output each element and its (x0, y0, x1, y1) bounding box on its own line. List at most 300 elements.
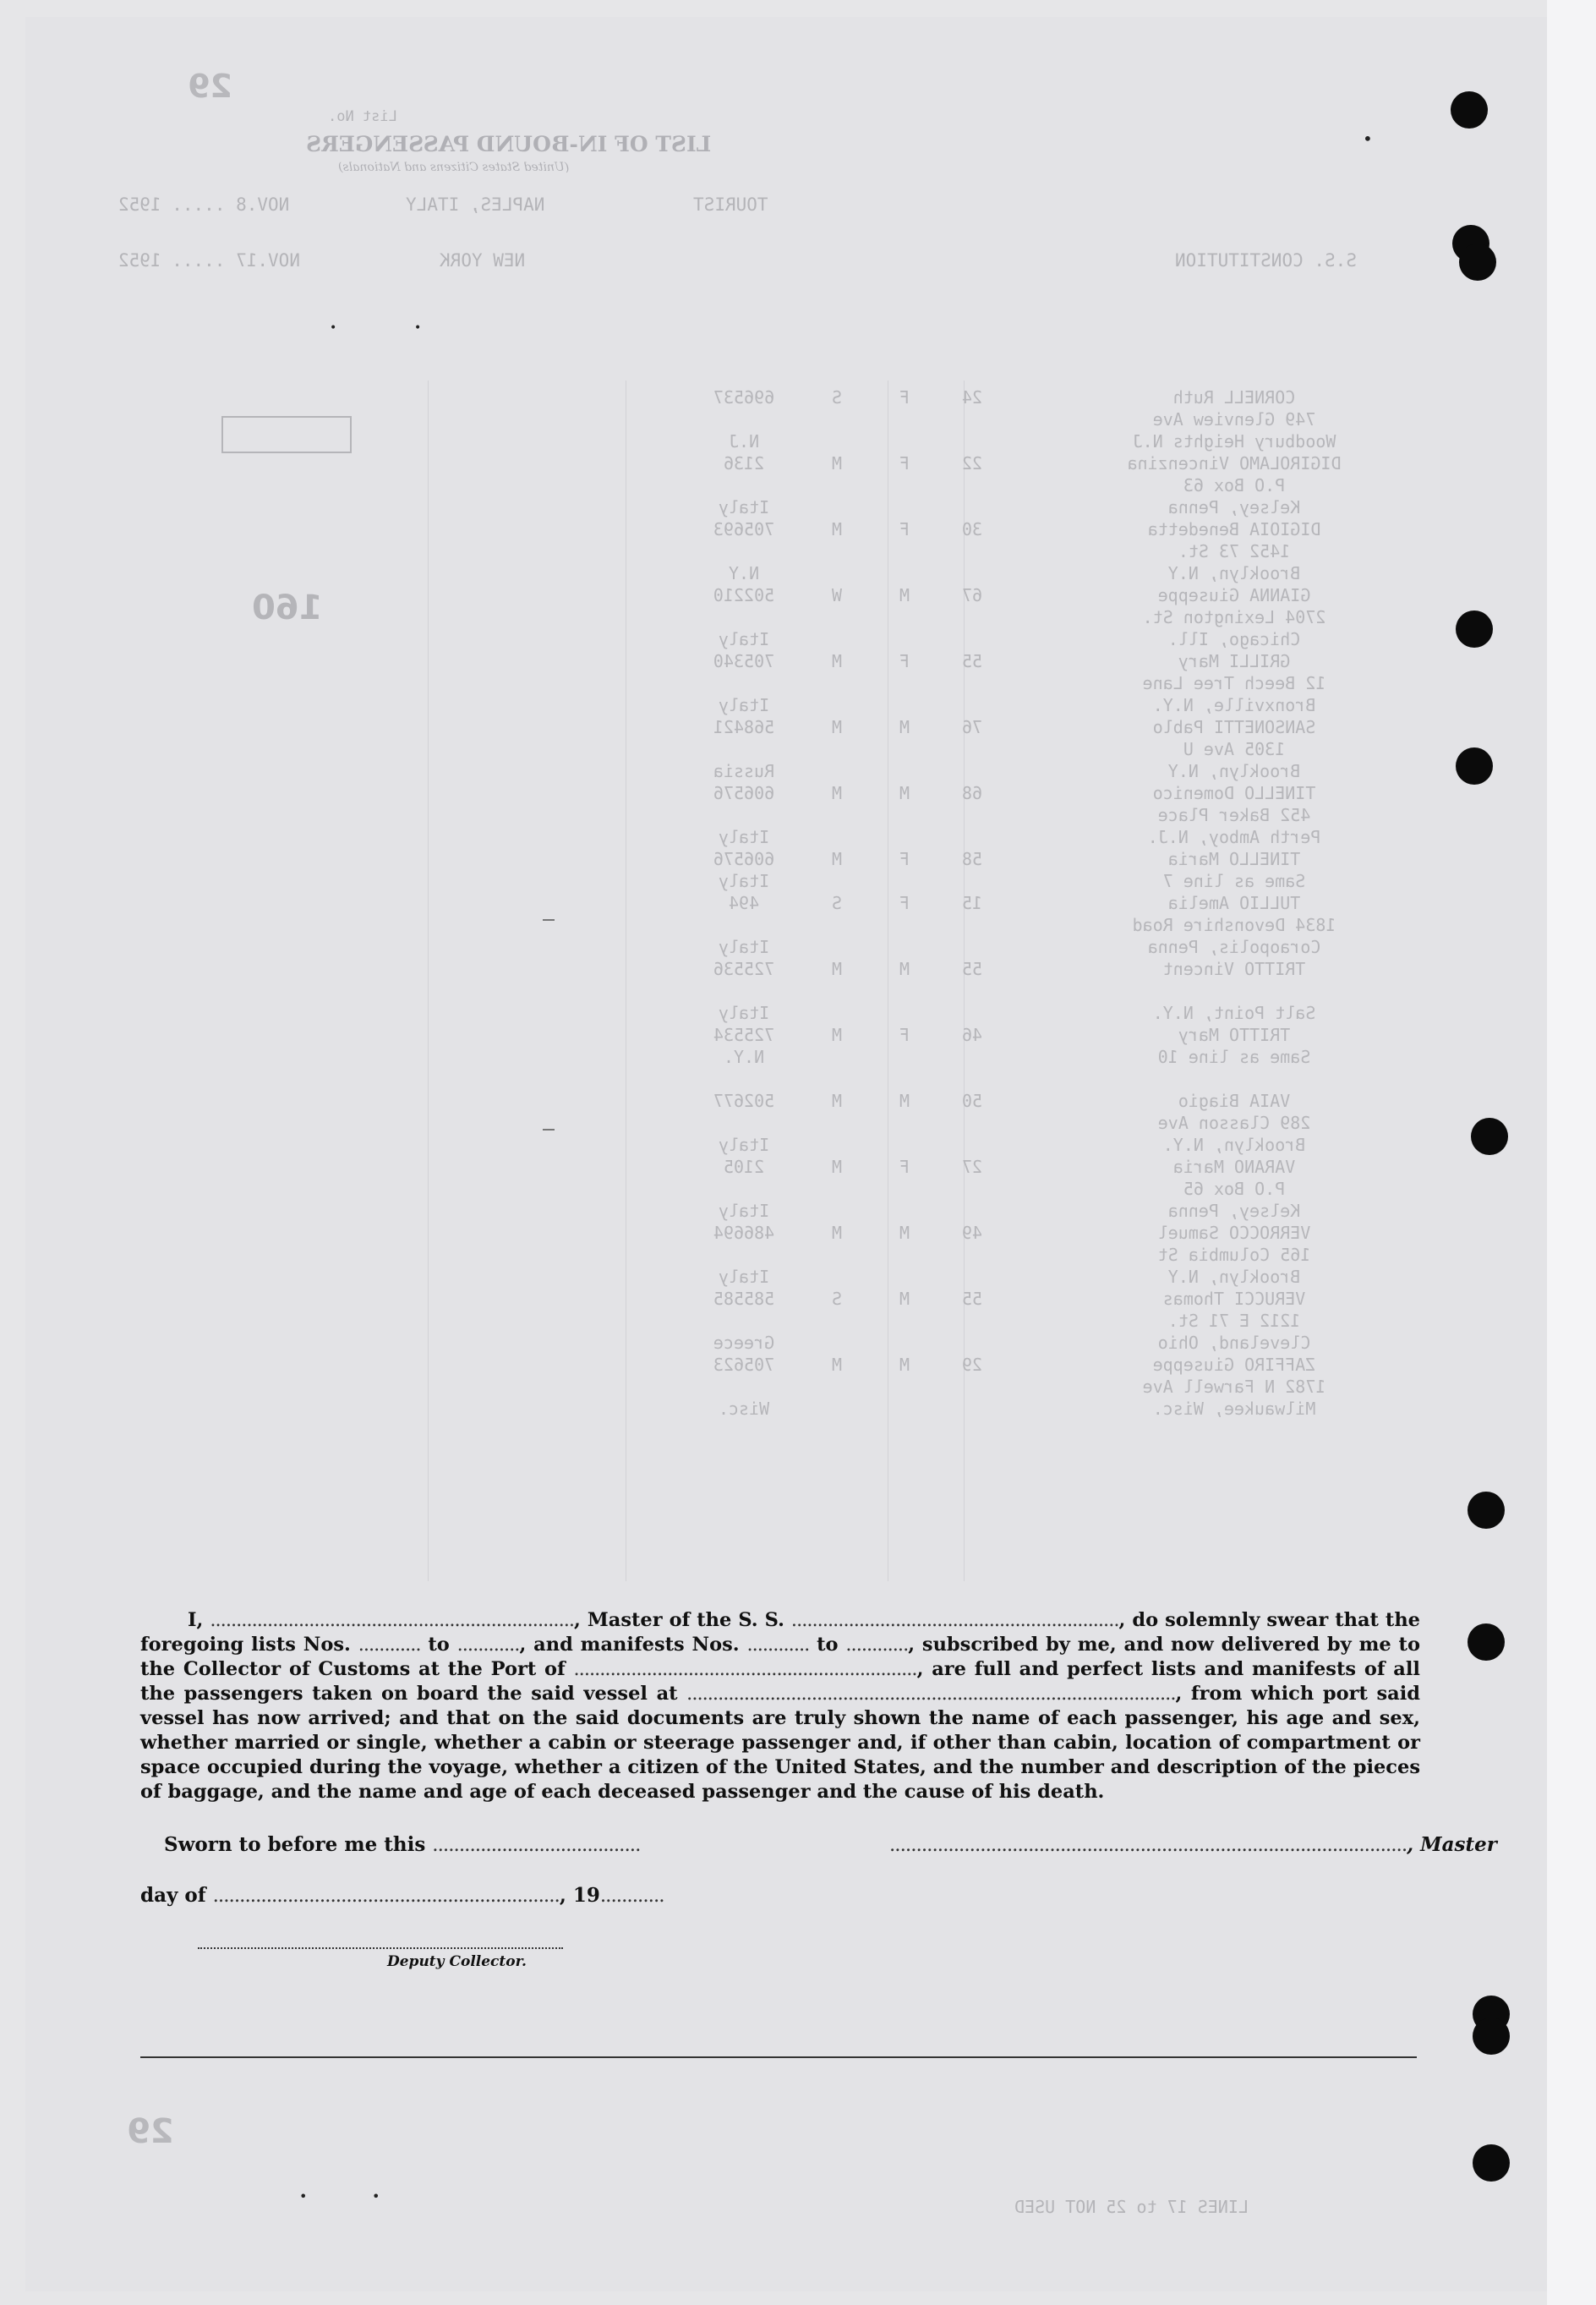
ghost-cell-no: Russia (713, 761, 775, 781)
ghost-tourist: TOURIST (693, 194, 768, 215)
ghost-cell-sex (888, 1069, 921, 1091)
ghost-cell-name: Salt Point, N.Y. (1152, 1003, 1316, 1023)
ghost-cell-age (947, 915, 998, 937)
ghost-cell-no (693, 1377, 795, 1399)
page-edge (1547, 0, 1596, 2305)
ghost-cell-ms: M (831, 783, 843, 803)
ghost-cell-age (947, 1003, 998, 1025)
sworn-date-field[interactable]: ....................................... (432, 1834, 641, 1856)
ghost-row (693, 893, 1454, 915)
ghost-cell-age: 22 (961, 453, 983, 474)
ghost-cell-no: Italy (718, 1267, 770, 1287)
ghost-row (693, 717, 1454, 739)
ghost-row (693, 739, 1454, 761)
ghost-cell-name: 1782 N Farwell Ave (1142, 1377, 1326, 1397)
ghost-cell-age (947, 1201, 998, 1223)
ghost-row (693, 585, 1454, 607)
ghost-cell-age (947, 497, 998, 519)
ghost-cell-no: N.Y (728, 563, 760, 583)
ghost-cell-age (947, 1113, 998, 1135)
ghost-cell-no: N.J (728, 431, 760, 452)
ghost-cell-no (693, 739, 795, 761)
ghost-cell-no: N.Y. (723, 1047, 765, 1067)
ghost-cell-age: 24 (961, 387, 983, 408)
ghost-cell-no (693, 409, 795, 431)
ghost-cell-ms: M (831, 717, 843, 737)
ghost-cell-age (947, 1377, 998, 1399)
ghost-cell-sex: M (899, 1223, 910, 1243)
ghost-cell-age (947, 739, 998, 761)
list-from-field[interactable]: ............ (358, 1634, 421, 1656)
ghost-row (693, 849, 1454, 871)
ghost-cell-age: 30 (961, 519, 983, 539)
ghost-cell-age (947, 1399, 998, 1421)
ghost-cell-name: GIANNA Giuseppe (1157, 585, 1311, 605)
ghost-cell-age: 29 (961, 1355, 983, 1375)
ghost-cell-name: 2704 Lexington St. (1142, 607, 1326, 627)
oath-text: , do solemnly swear that the foregoing lists Nos. (140, 1609, 1421, 1656)
ghost-cell-ms (820, 915, 854, 937)
year-field[interactable]: ............ (599, 1885, 664, 1907)
ghost-row (693, 409, 1454, 431)
ghost-cell-no: 696537 (713, 387, 775, 408)
ghost-cell-name: Milwaukee, Wisc. (1152, 1399, 1316, 1419)
ghost-cell-ms (820, 431, 854, 453)
ghost-cell-name: DIGIROLAMO Vincenzina (1127, 453, 1342, 474)
ghost-cell-no: 585585 (713, 1289, 775, 1309)
ghost-footer: LINES 17 to 25 NOT USED (1014, 2197, 1249, 2217)
ghost-cell-ms (820, 827, 854, 849)
ghost-cell-age (947, 409, 998, 431)
ghost-row (693, 1157, 1454, 1179)
ghost-cell-sex: F (899, 849, 910, 869)
ghost-cell-ms (820, 1245, 854, 1267)
master-label: , Master (1407, 1833, 1497, 1856)
ghost-cell-ms: M (831, 1223, 843, 1243)
ghost-cell-name: Perth Amboy, N.J. (1147, 827, 1321, 847)
day-of-line (140, 1884, 664, 1907)
ghost-cell-age (947, 1311, 998, 1333)
ghost-cell-name (1014, 1069, 1454, 1091)
ghost-title: LIST OF IN-BOUND PASSENGERS (306, 132, 712, 156)
ghost-ship: S.S. CONSTITUTION (1175, 250, 1357, 271)
ghost-cell-no: 705340 (713, 651, 775, 671)
ghost-cell-name: Kelsey, Penna (1167, 1201, 1301, 1221)
ghost-cell-sex (888, 1047, 921, 1069)
ghost-column-rule (428, 381, 429, 1581)
ink-mark: • (414, 321, 422, 335)
ghost-cell-ms (820, 1179, 854, 1201)
ghost-cell-no: 494 (728, 893, 760, 913)
ghost-cell-sex (888, 563, 921, 585)
ghost-cell-sex (888, 805, 921, 827)
ghost-cell-sex: F (899, 519, 910, 539)
oath-text: , and manifests Nos. (519, 1634, 747, 1656)
deputy-collector-label: Deputy Collector. (387, 1953, 527, 1970)
ghost-cell-no: 606576 (713, 849, 775, 869)
ink-mark: • (299, 2188, 308, 2204)
punch-hole (1456, 610, 1493, 648)
ink-mark: • (1363, 129, 1373, 149)
ghost-cell-ms: M (831, 1091, 843, 1111)
ghost-cell-age (947, 563, 998, 585)
ghost-cell-no: Wisc. (718, 1399, 770, 1419)
ghost-cell-ms: M (831, 519, 843, 539)
ghost-cell-no (693, 1311, 795, 1333)
ghost-cell-name: Cleveland, Ohio (1157, 1333, 1311, 1353)
ghost-cell-no (693, 1245, 795, 1267)
ghost-cell-no (693, 475, 795, 497)
ghost-cell-age (947, 1267, 998, 1289)
ghost-cell-age (947, 695, 998, 717)
sworn-line (164, 1833, 640, 1856)
ghost-cell-age (947, 475, 998, 497)
ghost-cell-name: GRILLI Mary (1178, 651, 1291, 671)
ghost-row (693, 783, 1454, 805)
ghost-row (693, 1069, 1454, 1091)
ghost-arrival-port: NEW YORK (440, 250, 526, 271)
ghost-cell-age (947, 805, 998, 827)
ghost-row (693, 607, 1454, 629)
ghost-dash (543, 919, 555, 921)
ghost-cell-name: 1452 73 St. (1178, 541, 1291, 561)
ghost-row (693, 981, 1454, 1003)
ghost-cell-ms (820, 1135, 854, 1157)
ghost-cell-age: 55 (961, 651, 983, 671)
ghost-cell-no: 705623 (713, 1355, 775, 1375)
ghost-cell-age (947, 1069, 998, 1091)
ghost-cell-no: Italy (718, 1003, 770, 1023)
ghost-cell-name: 452 Baker Place (1157, 805, 1311, 825)
punch-hole (1471, 1118, 1508, 1155)
ghost-cell-ms: M (831, 849, 843, 869)
ghost-cell-sex (888, 871, 921, 893)
ghost-row (693, 1399, 1454, 1421)
punch-hole (1473, 2018, 1510, 2055)
ghost-cell-sex: F (899, 387, 910, 408)
ghost-row (693, 541, 1454, 563)
ghost-dash (543, 1129, 555, 1131)
ghost-cell-ms (820, 981, 854, 1003)
ghost-arrival-date: NOV.17 ..... 1952 (118, 250, 300, 271)
ghost-cell-no: Italy (718, 1201, 770, 1221)
ghost-cell-ms (820, 1267, 854, 1289)
ghost-cell-no: Italy (718, 695, 770, 715)
ghost-cell-sex (888, 739, 921, 761)
ghost-cell-age: 50 (961, 1091, 983, 1111)
ghost-cell-ms (820, 629, 854, 651)
ghost-cell-name: TULLIO Amelia (1167, 893, 1301, 913)
ghost-cell-ms (820, 1113, 854, 1135)
ghost-row (693, 453, 1454, 475)
ghost-cell-name: VERROCCO Samuel (1157, 1223, 1311, 1243)
ghost-row (693, 519, 1454, 541)
ghost-row (693, 1245, 1454, 1267)
ghost-cell-ms: S (831, 1289, 843, 1309)
ghost-cell-ms (820, 1047, 854, 1069)
ghost-cell-ms: M (831, 453, 843, 474)
ghost-cell-name: Brooklyn, N.Y (1167, 563, 1301, 583)
ghost-row (693, 761, 1454, 783)
bottom-rule (140, 2056, 1417, 2058)
ghost-row (693, 1267, 1454, 1289)
master-name-field[interactable]: ...................................................................... (210, 1609, 575, 1631)
ghost-row (693, 431, 1454, 453)
oath-text: , are full and perfect lists and manifests of all the passengers taken on board the said vessel at (140, 1658, 1420, 1705)
ghost-cell-no: Italy (718, 497, 770, 517)
ghost-row (693, 1223, 1454, 1245)
ghost-cell-sex: F (899, 1157, 910, 1177)
ghost-cell-ms (820, 937, 854, 959)
ghost-cell-age (947, 541, 998, 563)
ghost-cell-sex: F (899, 893, 910, 913)
ghost-subtitle: (United States Citizens and Nationals) (338, 161, 570, 174)
master-signature-field[interactable]: ................................................................................................. (889, 1834, 1407, 1856)
ghost-cell-age: 46 (961, 1025, 983, 1045)
ghost-cell-sex: M (899, 585, 910, 605)
ghost-cell-no: 2105 (723, 1157, 765, 1177)
ghost-cell-ms (820, 541, 854, 563)
ghost-cell-age (947, 827, 998, 849)
ghost-cell-age (947, 1135, 998, 1157)
ghost-row (693, 1047, 1454, 1069)
ghost-cell-no (693, 1113, 795, 1135)
ghost-cell-sex (888, 1003, 921, 1025)
ghost-cell-sex (888, 1245, 921, 1267)
ghost-list-no: List No. (328, 108, 397, 125)
day-of-field[interactable]: ................................................................. (212, 1885, 560, 1907)
ghost-cell-no (693, 805, 795, 827)
ghost-cell-no (693, 1179, 795, 1201)
punch-hole (1456, 747, 1493, 785)
ink-mark: • (372, 2188, 380, 2204)
ghost-row (693, 1201, 1454, 1223)
ghost-cell-name: Kelsey, Penna (1167, 497, 1301, 517)
ghost-row (693, 673, 1454, 695)
ghost-cell-ms (820, 1201, 854, 1223)
ghost-cell-no: 725536 (713, 959, 775, 979)
ghost-cell-age (947, 937, 998, 959)
ghost-cell-sex (888, 695, 921, 717)
ghost-cell-name: VAIA Biagio (1178, 1091, 1291, 1111)
ghost-cell-sex (888, 475, 921, 497)
ghost-cell-ms (820, 805, 854, 827)
ghost-cell-age (947, 1179, 998, 1201)
year-label: , 19 (559, 1884, 600, 1907)
ghost-cell-sex (888, 431, 921, 453)
ghost-cell-sex (888, 1377, 921, 1399)
punch-hole (1468, 1623, 1505, 1661)
ghost-cell-sex (888, 1311, 921, 1333)
ghost-cell-name: Chicago, Ill. (1167, 629, 1301, 649)
ghost-cell-age: 68 (961, 783, 983, 803)
ghost-cell-name: Coraopolis, Penna (1147, 937, 1321, 957)
ghost-row (693, 695, 1454, 717)
ghost-cell-name: 1212 E 71 St. (1167, 1311, 1301, 1331)
oath-text: , from which port said vessel has now arrived; and that on the said documents are truly shown the name of each passenger, his age and sex, whether married or single, whether a cabin or steerage passenger and, if other than cabin, location of compartment or space occupied during the voyage, whether a citizen of the United States, and the number and description of the pieces of baggage, and the name and age of each deceased passenger and the cause of his death. (140, 1683, 1420, 1803)
ghost-cell-no (693, 541, 795, 563)
ghost-cell-no (693, 673, 795, 695)
ghost-cell-sex (888, 1113, 921, 1135)
ghost-stamp (221, 416, 352, 453)
ghost-cell-sex (888, 629, 921, 651)
ghost-row (693, 915, 1454, 937)
ghost-cell-name: Brooklyn, N.Y (1167, 761, 1301, 781)
ghost-cell-no (693, 981, 795, 1003)
ghost-page-number: 29 (188, 68, 232, 105)
ghost-cell-sex: F (899, 453, 910, 474)
ghost-cell-no: 568421 (713, 717, 775, 737)
ghost-cell-no: Italy (718, 629, 770, 649)
ghost-cell-sex: M (899, 783, 910, 803)
ghost-cell-ms: M (831, 1157, 843, 1177)
ghost-cell-age (947, 871, 998, 893)
ghost-row (693, 827, 1454, 849)
ghost-cell-age: 15 (961, 893, 983, 913)
ghost-cell-name: Brooklyn, N.Y. (1162, 1135, 1306, 1155)
ghost-cell-name: TINELLO Maria (1167, 849, 1301, 869)
day-of-label: day of (140, 1884, 213, 1907)
ghost-cell-sex (888, 607, 921, 629)
ghost-row (693, 937, 1454, 959)
port-field[interactable]: .................................................................. (573, 1658, 917, 1680)
ghost-row (693, 651, 1454, 673)
ghost-cell-sex: F (899, 1025, 910, 1045)
ghost-cell-name: 12 Beech Tree Lane (1142, 673, 1326, 693)
ghost-row (693, 563, 1454, 585)
ghost-row (693, 497, 1454, 519)
ghost-cell-name: 1305 Ave U (1183, 739, 1286, 759)
manifest-to-field[interactable]: ............ (845, 1634, 909, 1656)
ghost-row (693, 1113, 1454, 1135)
ghost-cell-no: 486694 (713, 1223, 775, 1243)
ghost-cell-sex: F (899, 651, 910, 671)
ghost-cell-no: 502677 (713, 1091, 775, 1111)
ghost-cell-ms (820, 1377, 854, 1399)
ghost-stamp-number: 160 (252, 589, 323, 627)
ghost-cell-name: TRITTO Mary (1178, 1025, 1291, 1045)
ghost-cell-sex (888, 981, 921, 1003)
ghost-cell-name: DIGIOIA Benedetta (1147, 519, 1321, 539)
ghost-cell-sex: M (899, 1289, 910, 1309)
deputy-signature-field[interactable] (198, 1947, 563, 1949)
ghost-cell-age (947, 1245, 998, 1267)
ghost-cell-name: ZAFFIRO Giuseppe (1152, 1355, 1316, 1375)
ghost-cell-sex (888, 1201, 921, 1223)
ghost-cell-ms (820, 497, 854, 519)
ghost-cell-name: TRITTO Vincent (1162, 959, 1306, 979)
ghost-cell-ms: S (831, 893, 843, 913)
ghost-cell-no: 606576 (713, 783, 775, 803)
ghost-cell-name: TINELLO Domenico (1152, 783, 1316, 803)
ghost-cell-age (947, 607, 998, 629)
ghost-cell-sex: M (899, 1355, 910, 1375)
ghost-cell-ms: M (831, 1355, 843, 1375)
ghost-cell-sex (888, 673, 921, 695)
ghost-cell-name (1014, 981, 1454, 1003)
ghost-cell-name: P.O Box 65 (1183, 1179, 1286, 1199)
ghost-row (693, 871, 1454, 893)
ghost-cell-age (947, 981, 998, 1003)
ghost-cell-ms (820, 871, 854, 893)
ghost-row (693, 1091, 1454, 1113)
ghost-cell-name: SANSONETTI Pablo (1152, 717, 1316, 737)
ghost-cell-ms: M (831, 651, 843, 671)
ghost-cell-age: 27 (961, 1157, 983, 1177)
oath-text: I, (188, 1609, 210, 1631)
ghost-cell-sex: M (899, 717, 910, 737)
ghost-cell-no: Italy (718, 937, 770, 957)
ghost-row (693, 1311, 1454, 1333)
ghost-cell-ms (820, 1069, 854, 1091)
list-to-field[interactable]: ............ (456, 1634, 520, 1656)
ghost-cell-ms (820, 673, 854, 695)
ghost-row (693, 475, 1454, 497)
ghost-cell-sex (888, 1135, 921, 1157)
ghost-cell-ms: M (831, 959, 843, 979)
ghost-cell-sex (888, 409, 921, 431)
oath-text: to (809, 1634, 846, 1656)
ghost-row (693, 805, 1454, 827)
ghost-cell-no: Italy (718, 871, 770, 891)
ghost-cell-ms (820, 409, 854, 431)
ship-name-field[interactable]: ............................................................... (790, 1609, 1119, 1631)
master-oath (140, 1608, 1420, 1804)
ghost-cell-name: Same as line 10 (1157, 1047, 1311, 1067)
ghost-cell-ms (820, 1311, 854, 1333)
ghost-cell-age: 67 (961, 585, 983, 605)
ghost-cell-age: 58 (961, 849, 983, 869)
ghost-row (693, 387, 1454, 409)
ghost-cell-name: 749 Glenview Ave (1152, 409, 1316, 430)
vessel-at-field[interactable]: .............................................................................................. (686, 1683, 1176, 1705)
ghost-row (693, 629, 1454, 651)
ghost-cell-sex (888, 827, 921, 849)
ghost-row (693, 1289, 1454, 1311)
ghost-cell-age (947, 673, 998, 695)
ink-mark: • (330, 321, 337, 335)
ghost-row (693, 1377, 1454, 1399)
ghost-cell-age: 55 (961, 959, 983, 979)
ghost-page-number-bottom: 29 (127, 2112, 174, 2151)
ghost-cell-sex (888, 497, 921, 519)
ghost-cell-sex (888, 541, 921, 563)
ghost-row (693, 1003, 1454, 1025)
oath-text: , Master of the S. S. (574, 1609, 791, 1631)
ghost-row (693, 1333, 1454, 1355)
ghost-cell-no: 502210 (713, 585, 775, 605)
ghost-cell-sex (888, 1267, 921, 1289)
ghost-cell-ms (820, 739, 854, 761)
punch-hole (1459, 244, 1496, 281)
ghost-row (693, 1025, 1454, 1047)
ghost-cell-ms (820, 563, 854, 585)
ghost-cell-ms (820, 761, 854, 783)
punch-hole (1468, 1492, 1505, 1529)
ghost-cell-no: 705693 (713, 519, 775, 539)
ghost-cell-ms (820, 607, 854, 629)
ghost-cell-age (947, 629, 998, 651)
ghost-cell-age (947, 1333, 998, 1355)
ghost-cell-name: Woodbury Heights N.J (1132, 431, 1336, 452)
ghost-cell-age: 76 (961, 717, 983, 737)
ghost-cell-sex (888, 1399, 921, 1421)
manifest-from-field[interactable]: ............ (746, 1634, 810, 1656)
ghost-cell-sex (888, 1179, 921, 1201)
ghost-cell-ms: S (831, 387, 843, 408)
master-signature-line (889, 1833, 1497, 1856)
ghost-cell-sex (888, 937, 921, 959)
